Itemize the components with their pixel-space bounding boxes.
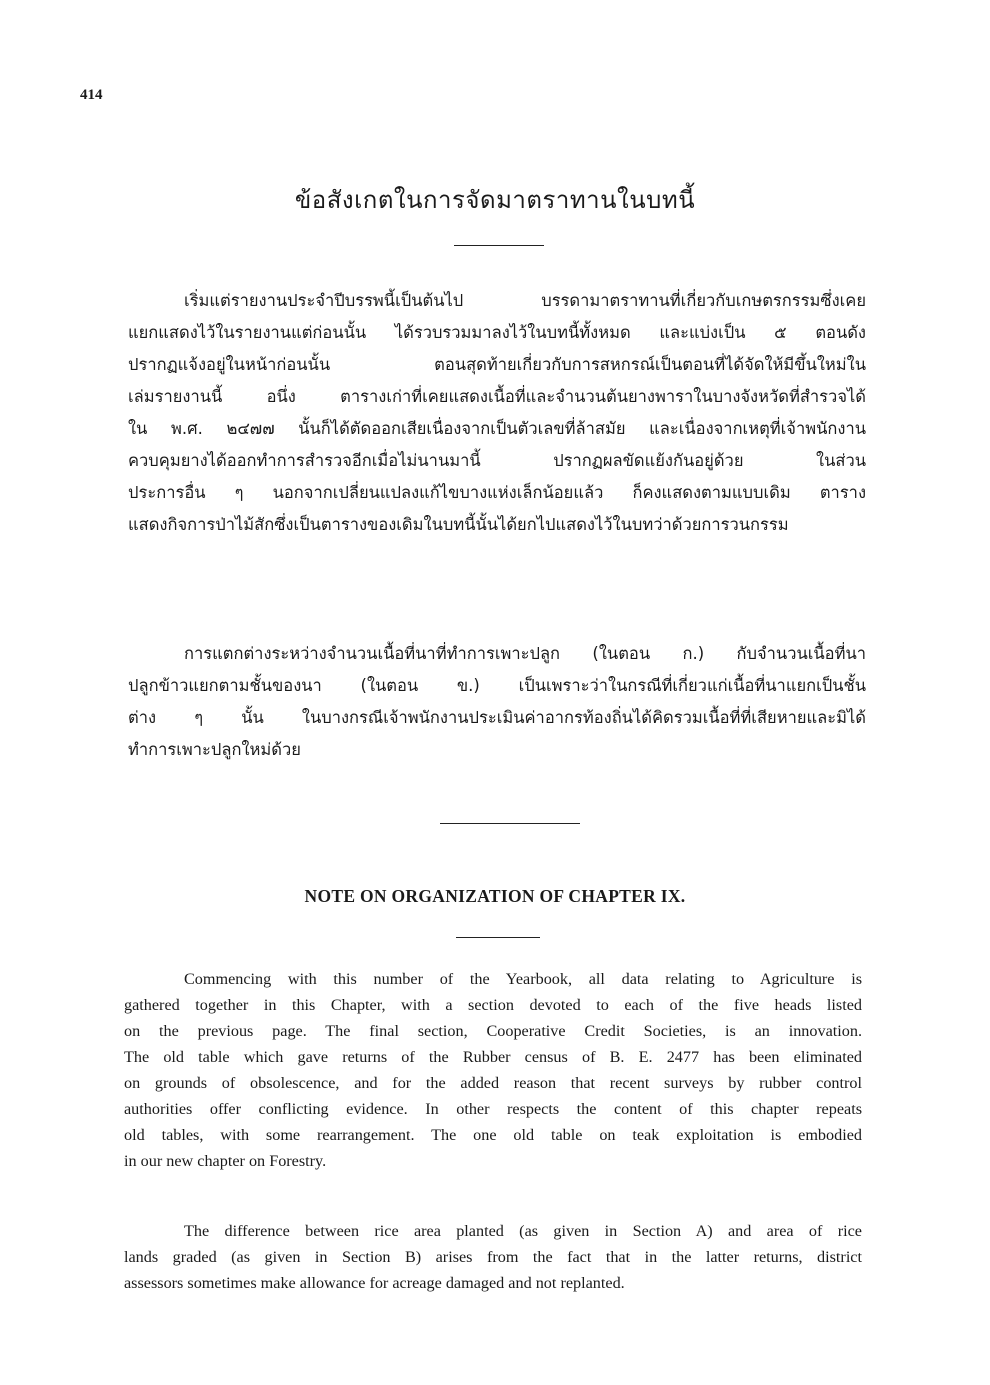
thai-p2-line: ต่าง ๆ นั้น ในบางกรณีเจ้าพนักงานประเมินค่าอากรท้องถิ่นได้คิดรวมเนื้อที่ที่เสียหายและมิได้: [128, 708, 866, 727]
thai-p1-line: แยกแสดงไว้ในรายงานแต่ก่อนนั้น ได้รวบรวมมาลงไว้ในบทนี้ทั้งหมด และแบ่งเป็น ๕ ตอนดัง: [128, 323, 866, 342]
english-p2-line: assessors sometimes make allowance for acreage damaged and not replanted.: [124, 1274, 625, 1292]
thai-p1-line: เริ่มแต่รายงานประจำปีบรรพนี้เป็นต้นไป บรรดามาตราทานที่เกี่ยวกับเกษตรกรรมซึ่งเคย: [184, 291, 866, 310]
thai-p2-line: ปลูกข้าวแยกตามชั้นของนา (ในตอน ข.) เป็นเพราะว่าในกรณีที่เกี่ยวแก่เนื้อที่นาแยกเป็นชั้น: [128, 676, 866, 695]
thai-p1-line: ใน พ.ศ. ๒๔๗๗ นั้นก็ได้ตัดออกเสียเนื่องจากเป็นตัวเลขที่ล้าสมัย และเนื่องจากเหตุที่เจ้าพนักงาน: [128, 419, 866, 438]
thai-p1-line: เล่มรายงานนี้ อนึ่ง ตารางเก่าที่เคยแสดงเนื้อที่และจำนวนต้นยางพาราในบางจังหวัดที่สำรวจได้: [128, 387, 866, 406]
thai-p1-line: ควบคุมยางได้ออกทำการสำรวจอีกเมื่อไม่นานมานี้ ปรากฏผลขัดแย้งกันอยู่ด้วย ในส่วน: [128, 451, 866, 470]
english-p1-line: authorities offer conflicting evidence. In other respects the content of this chapter repeats: [124, 1100, 862, 1118]
thai-p2-line: การแตกต่างระหว่างจำนวนเนื้อที่นาที่ทำการเพาะปลูก (ในตอน ก.) กับจำนวนเนื้อที่นา: [184, 644, 866, 663]
english-p1-line: gathered together in this Chapter, with a section devoted to each of the five heads listed: [124, 996, 862, 1014]
thai-p1-line: แสดงกิจการป่าไม้สักซึ่งเป็นตารางของเดิมในบทนี้นั้นได้ยกไปแสดงไว้ในบทว่าด้วยการวนกรรม: [128, 515, 789, 534]
thai-title-rule: [454, 245, 544, 246]
english-p2-line: The difference between rice area planted (as given in Section A) and area of rice: [184, 1222, 862, 1240]
english-p1-line: in our new chapter on Forestry.: [124, 1152, 327, 1170]
english-p1-line: Commencing with this number of the Yearbook, all data relating to Agriculture is: [184, 970, 862, 988]
thai-p2-line: ทำการเพาะปลูกใหม่ด้วย: [128, 740, 301, 759]
english-p1-line: old tables, with some rearrangement. The one old table on teak exploitation is embodied: [124, 1126, 862, 1144]
thai-p1-line: ปรากฏแจ้งอยู่ในหน้าก่อนนั้น ตอนสุดท้ายเกี่ยวกับการสหกรณ์เป็นตอนที่ได้จัดให้มีขึ้นใหม่ใน: [128, 355, 866, 374]
thai-section-end-rule: [440, 823, 580, 824]
thai-section-title: ข้อสังเกตในการจัดมาตราทานในบทนี้: [294, 186, 696, 214]
english-p1-line: on grounds of obsolescence, and for the added reason that recent surveys by rubber control: [124, 1074, 862, 1092]
english-p2-line: lands graded (as given in Section B) arises from the fact that in the latter returns, district: [124, 1248, 862, 1266]
thai-p1-line: ประการอื่น ๆ นอกจากเปลี่ยนแปลงแก้ไขบางแห่งเล็กน้อยแล้ว ก็คงแสดงตามแบบเดิม ตาราง: [128, 483, 866, 502]
english-section-title: NOTE ON ORGANIZATION OF CHAPTER IX.: [304, 886, 686, 906]
english-p1-line: The old table which gave returns of the Rubber census of B. E. 2477 has been eliminated: [124, 1048, 862, 1066]
english-title-rule: [456, 937, 540, 938]
thai-paragraph-2: [128, 638, 866, 766]
english-paragraph-1: [124, 966, 862, 1174]
page-number: 414: [80, 87, 103, 103]
thai-paragraph-1: [128, 285, 866, 541]
english-p1-line: on the previous page. The final section, Cooperative Credit Societies, is an innovation.: [124, 1022, 862, 1040]
english-paragraph-2: [124, 1218, 862, 1296]
